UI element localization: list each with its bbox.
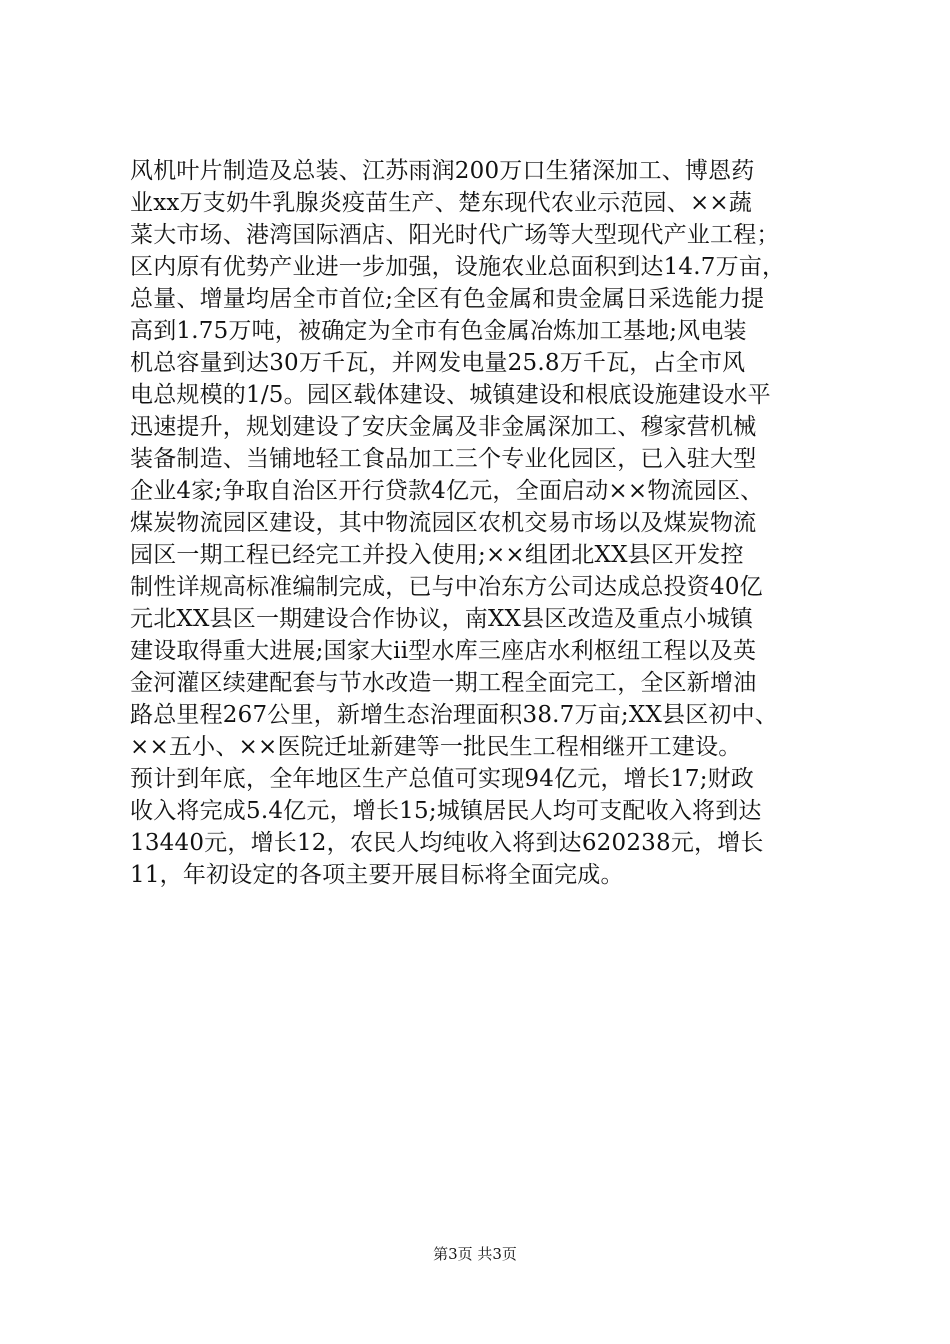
text-line: 迅速提升，规划建设了安庆金属及非金属深加工、穆家营机械	[130, 414, 757, 440]
text-line: 区内原有优势产业进一步加强，设施农业总面积到达14.7万亩，	[130, 254, 786, 280]
text-line: ××五小、××医院迁址新建等一批民生工程相继开工建设。	[130, 734, 742, 760]
text-line: 园区一期工程已经完工并投入使用;××组团北XX县区开发控	[130, 542, 744, 568]
text-line: 制性详规高标准编制完成，已与中冶东方公司达成总投资40亿	[130, 574, 763, 600]
text-line: 菜大市场、港湾国际酒店、阳光时代广场等大型现代产业工程；	[130, 222, 780, 248]
page-footer: 第3页 共3页	[433, 1245, 517, 1263]
text-line: 风机叶片制造及总装、江苏雨润200万口生猪深加工、博恩药	[130, 158, 755, 184]
text-line: 元北XX县区一期建设合作协议，南XX县区改造及重点小城镇	[130, 606, 754, 632]
text-line: 高到1.75万吨，被确定为全市有色金属冶炼加工基地;风电装	[130, 318, 747, 344]
text-line: 企业4家;争取自治区开行贷款4亿元，全面启动××物流园区、	[130, 478, 764, 504]
text-line: 预计到年底，全年地区生产总值可实现94亿元，增长17;财政	[130, 766, 755, 792]
text-line: 业xx万支奶牛乳腺炎疫苗生产、楚东现代农业示范园、××蔬	[130, 190, 753, 216]
text-line: 煤炭物流园区建设，其中物流园区农机交易市场以及煤炭物流	[130, 510, 757, 536]
text-line: 总量、增量均居全市首位;全区有色金属和贵金属日采选能力提	[130, 286, 765, 312]
text-line: 路总里程267公里，新增生态治理面积38.7万亩;XX县区初中、	[130, 702, 779, 728]
text-line: 金河灌区续建配套与节水改造一期工程全面完工，全区新增油	[130, 670, 757, 696]
text-line: 收入将完成5.4亿元，增长15;城镇居民人均可支配收入将到达	[130, 798, 762, 824]
text-line: 13440元，增长12，农民人均纯收入将到达620238元，增长	[130, 830, 764, 856]
text-line: 电总规模的1/5。园区载体建设、城镇建设和根底设施建设水平	[130, 382, 771, 408]
text-line: 装备制造、当铺地轻工食品加工三个专业化园区，已入驻大型	[130, 446, 757, 472]
text-line: 建设取得重大进展;国家大ii型水库三座店水利枢纽工程以及英	[130, 638, 757, 664]
body-paragraph	[130, 155, 830, 891]
text-line: 11，年初设定的各项主要开展目标将全面完成。	[130, 862, 624, 888]
text-line: 机总容量到达30万千瓦，并网发电量25.8万千瓦，占全市风	[130, 350, 746, 376]
